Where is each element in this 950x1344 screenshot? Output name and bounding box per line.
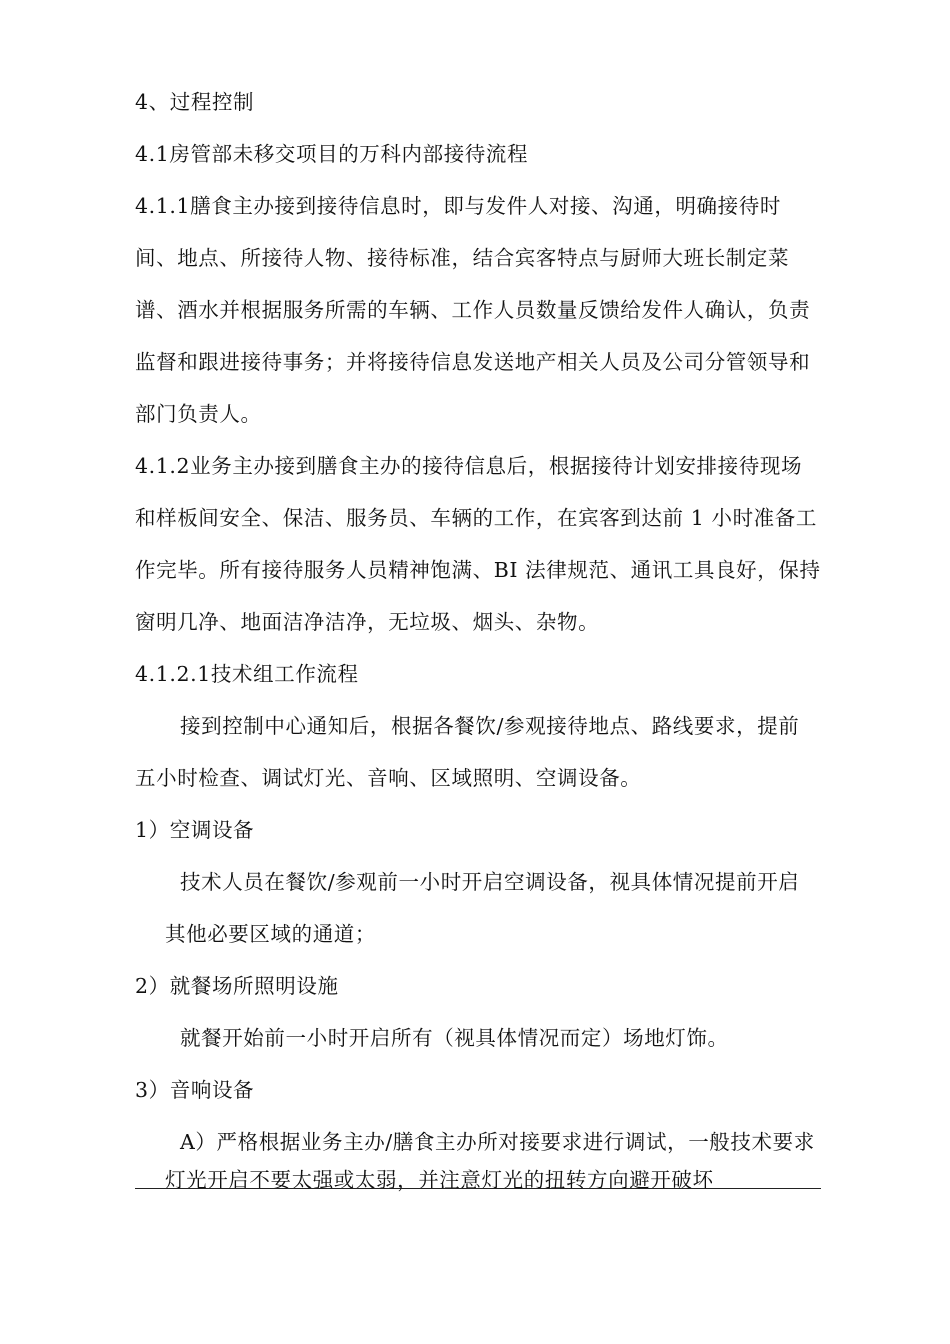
paragraph-4-1-2-line-2: 和样板间安全、保洁、服务员、车辆的工作，在宾客到达前 1 小时准备工 xyxy=(135,506,817,530)
paragraph-air-conditioning-line-2: 其他必要区域的通道； xyxy=(165,922,376,946)
list-heading-air-conditioning: 1）空调设备 xyxy=(135,818,255,842)
list-heading-audio-equipment: 3）音响设备 xyxy=(135,1078,255,1102)
paragraph-dining-lighting: 就餐开始前一小时开启所有（视具体情况而定）场地灯饰。 xyxy=(180,1026,729,1050)
paragraph-air-conditioning-line-1: 技术人员在餐饮/参观前一小时开启空调设备，视具体情况提前开启 xyxy=(180,870,800,894)
paragraph-tech-intro-line-2: 五小时检查、调试灯光、音响、区域照明、空调设备。 xyxy=(135,766,642,790)
paragraph-4-1-2-line-1: 4.1.2业务主办接到膳食主办的接待信息后，根据接待计划安排接待现场 xyxy=(135,454,803,478)
section-heading-4: 4、过程控制 xyxy=(135,90,255,114)
subsection-heading-4-1: 4.1房管部未移交项目的万科内部接待流程 xyxy=(135,142,529,166)
paragraph-4-1-1-line-5: 部门负责人。 xyxy=(135,402,262,426)
paragraph-4-1-2-line-3: 作完毕。所有接待服务人员精神饱满、BI 法律规范、通讯工具良好，保持 xyxy=(135,558,821,582)
list-heading-dining-lighting: 2）就餐场所照明设施 xyxy=(135,974,339,998)
paragraph-4-1-2-line-4: 窗明几净、地面洁净洁净，无垃圾、烟头、杂物。 xyxy=(135,610,600,634)
paragraph-4-1-1-line-3: 谱、酒水并根据服务所需的车辆、工作人员数量反馈给发件人确认，负责 xyxy=(135,298,811,322)
footer-divider xyxy=(135,1188,821,1189)
paragraph-4-1-1-line-1: 4.1.1膳食主办接到接待信息时，即与发件人对接、沟通，明确接待时 xyxy=(135,194,781,218)
subsection-heading-4-1-2-1: 4.1.2.1技术组工作流程 xyxy=(135,662,359,686)
paragraph-audio-a-line-2: 灯光开启不要太强或太弱，并注意灯光的扭转方向避开破坏 xyxy=(165,1168,714,1192)
paragraph-4-1-1-line-2: 间、地点、所接待人物、接待标准，结合宾客特点与厨师大班长制定菜 xyxy=(135,246,790,270)
paragraph-tech-intro-line-1: 接到控制中心通知后，根据各餐饮/参观接待地点、路线要求，提前 xyxy=(180,714,800,738)
paragraph-audio-a-line-1: A）严格根据业务主办/膳食主办所对接要求进行调试，一般技术要求 xyxy=(180,1130,815,1154)
paragraph-4-1-1-line-4: 监督和跟进接待事务；并将接待信息发送地产相关人员及公司分管领导和 xyxy=(135,350,811,374)
